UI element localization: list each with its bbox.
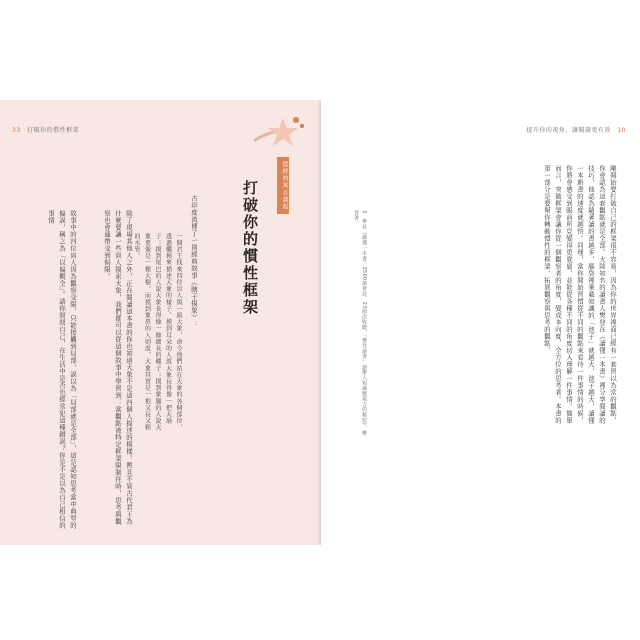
- chapter-title: 打破你的慣性框架: [241, 180, 259, 316]
- right-page-number: 10: [617, 127, 626, 134]
- section-label-tab: 從經典寓言談起: [277, 157, 289, 214]
- left-running-head: [12, 125, 79, 134]
- right-body-paragraph: 剛開始要打破自己的框架很不容易，因為你的世界裡面已經有一套習以為常的觀點，你會認為這套觀點就是全部。大陸知名的讀書人樊登在《讀懂一本書》裡分享閱讀的技巧，他認為隨著讀的書越多，腦袋裡乘載知識的「池子」就越大，池子越大，讀懂一本新書的速度就越快。同理，當你開始習慣從不同的觀點來看待一件事情的時候，你將會感受到眼前所見變得更寬廣，並能從各種不同的角度切入理解一件事情。簡單而言，突破框架會讓你從一個觀察者的角度，變成多向度、全方位的思考者。本書的第一部分是要幫你轉動慣性的框架，拓展觀察與思考的觀點。: [543, 165, 617, 424]
- body-paragraph-2: 故事中的四位盲人因為觀察受限，只能接觸到局部，誤以為「局部就是全部」，這是認知思考當中典型的偏誤，稱之為「以偏概全」。請你問問自己，在生活中是否也經常犯這種錯誤？你是不是以為自己相信的事情: [47, 210, 77, 529]
- fable-quote: 一個君王找來四位盲人與一頭大象，命令他們站在大象的各個部位，透過觸摸來描述大象的樣子。摸到耳朵的人說大象長得像一把大扇子；摸到尾巴的人說大象長得像一條細長的繩子；摸到象腿的人說大象更像是一棵大樹，而摸到象鼻的人則說，大象其實是一根又長又粗的水管。: [133, 233, 182, 431]
- left-running-title: 打破你的慣性框架: [27, 127, 80, 134]
- star-ornament-icon: [253, 110, 313, 160]
- intro-paragraph: 古印度流傳了一則經典故事《瞎子摸象》：: [190, 195, 198, 328]
- left-page: [0, 100, 321, 545]
- body-paragraph-1: 除了現場其他人之外，正在閱讀這本書的你也知道大象不是這四個人描述的模樣。暫且不管古代君王為什麼要讓一些盲人摸索大象，我們都可以從這個故事中學習到：當觀點被特定框架限制住時，思考與觀察也會連帶受到侷限。: [103, 210, 133, 525]
- left-page-number: 33: [12, 127, 21, 134]
- book-spread: [0, 100, 640, 545]
- right-running-title: 提升你的視角，讓閱讀更有效: [526, 127, 611, 134]
- right-running-head: [526, 125, 626, 134]
- footnote: 3 參見《讀懂一本書：3500萬會員、23億次收聽，「樊登讀書」創辦人知識變現力的秘密》，樊登著。: [353, 210, 367, 437]
